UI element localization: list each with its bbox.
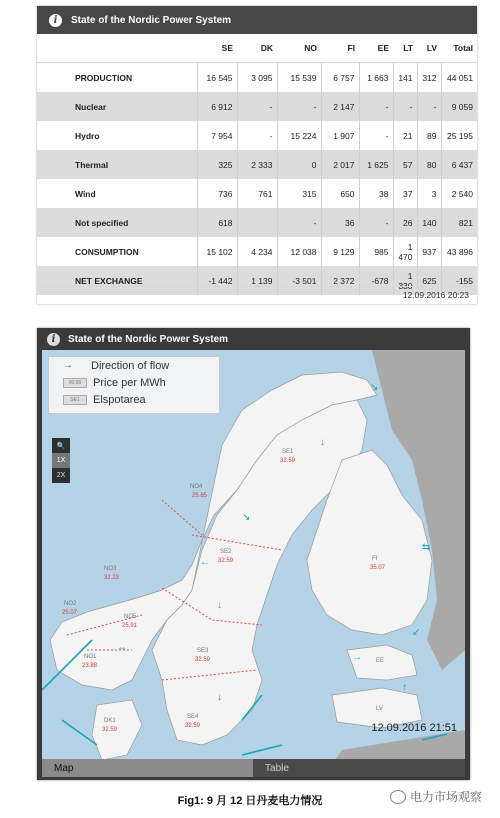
tab-table[interactable]: Table [253, 759, 465, 777]
table-row [37, 150, 477, 179]
flow-arrow-icon: ⇆ [422, 542, 431, 553]
table-cell: 38 [359, 179, 393, 208]
table-cell: 12 038 [277, 237, 321, 266]
table-cell: 2 017 [321, 150, 359, 179]
table-cell: - [237, 121, 277, 150]
flow-arrow-icon: ↓ [217, 692, 222, 703]
table-cell: -678 [359, 266, 393, 295]
area-code: NO5 [124, 614, 137, 620]
area-code: NO1 [84, 654, 97, 660]
col-header: NO [277, 34, 321, 63]
area-price: 25.07 [62, 610, 78, 616]
table-cell: 312 [417, 63, 441, 93]
nordic-table-panel [37, 6, 477, 304]
table-cell: 1 139 [237, 266, 277, 295]
table-row [37, 63, 477, 93]
col-header: EE [359, 34, 393, 63]
flow-arrow-icon: ↘ [370, 382, 379, 393]
row-label: NET EXCHANGE [37, 266, 197, 295]
table-cell: 2 147 [321, 92, 359, 121]
table-cell: - [417, 92, 441, 121]
flow-arrow-icon: ← [200, 557, 210, 568]
area-price: 32.59 [280, 458, 296, 464]
table-cell: 9 129 [321, 237, 359, 266]
flow-arrow-icon: ↘ [242, 512, 251, 523]
legend-price: 00.00 Price per MWh [49, 374, 219, 391]
table-cell: 140 [417, 208, 441, 237]
col-header: FI [321, 34, 359, 63]
table-panel-title: State of the Nordic Power System [71, 14, 232, 26]
area-code: NO4 [190, 484, 203, 490]
area-price: 32.59 [218, 558, 234, 564]
area-code: SE1 [282, 449, 294, 455]
table-cell: - [237, 92, 277, 121]
row-label: PRODUCTION [37, 63, 197, 93]
legend-area: SE1 Elspotarea [49, 391, 219, 408]
zone-border [162, 500, 202, 535]
map-panel-header [37, 328, 470, 350]
table-cell: 2 333 [237, 150, 277, 179]
zoom-icon[interactable]: 🔍 [56, 442, 66, 450]
table-cell: 25 195 [441, 121, 477, 150]
flow-arrow-icon: ↙ [412, 627, 421, 638]
table-cell: 3 [417, 179, 441, 208]
col-header [37, 34, 197, 63]
table-cell: 1 330 [393, 266, 417, 295]
area-price: 32.59 [195, 657, 211, 663]
table-cell: 43 896 [441, 237, 477, 266]
area-code: NO2 [64, 601, 77, 607]
table-cell: 26 [393, 208, 417, 237]
table-cell: 937 [417, 237, 441, 266]
col-header: LT [393, 34, 417, 63]
table-cell: 37 [393, 179, 417, 208]
table-cell: 36 [321, 208, 359, 237]
table-cell: 15 224 [277, 121, 321, 150]
flow-arrow-icon: ↓ [217, 600, 222, 611]
table-cell: 7 954 [197, 121, 237, 150]
area-price: 23.88 [82, 663, 98, 669]
info-icon[interactable]: i [47, 333, 60, 346]
nordic-power-table [37, 34, 477, 295]
table-cell: 80 [417, 150, 441, 179]
row-label: Not specified [37, 208, 197, 237]
area-code: FI [372, 556, 378, 562]
table-cell: 4 234 [237, 237, 277, 266]
table-cell: 15 539 [277, 63, 321, 93]
table-cell: 315 [277, 179, 321, 208]
table-cell: 1 625 [359, 150, 393, 179]
area-price: 32.59 [185, 723, 201, 729]
area-price: 35.07 [370, 565, 386, 571]
row-label: Thermal [37, 150, 197, 179]
table-cell [237, 208, 277, 237]
area-code: SE4 [187, 714, 199, 720]
area-price: 25.85 [192, 493, 208, 499]
table-row [37, 121, 477, 150]
col-header: DK [237, 34, 277, 63]
area-code: EE [376, 658, 385, 664]
table-cell: 736 [197, 179, 237, 208]
table-header-row [37, 34, 477, 63]
table-cell: 1 470 [393, 237, 417, 266]
table-row [37, 237, 477, 266]
zoom-control [52, 438, 70, 483]
table-cell: 625 [417, 266, 441, 295]
area-code: NO3 [104, 566, 117, 572]
table-cell: 3 095 [237, 63, 277, 93]
area-code: LV [376, 706, 383, 712]
table-cell: - [359, 92, 393, 121]
table-cell: 650 [321, 179, 359, 208]
table-footer-divider [37, 286, 477, 287]
flow-line [242, 745, 282, 755]
legend-flow: → Direction of flow [63, 359, 170, 372]
table-cell: 1 907 [321, 121, 359, 150]
table-cell: 21 [393, 121, 417, 150]
area-code: SE3 [197, 648, 209, 654]
brand-watermark [390, 788, 482, 805]
nordic-map[interactable] [42, 350, 465, 764]
table-cell: 6 912 [197, 92, 237, 121]
flow-arrow-icon: ↓ [320, 437, 325, 448]
col-header: SE [197, 34, 237, 63]
map-timestamp: 12.09.2016 21:51 [371, 722, 457, 734]
arrow-right-icon: → [63, 360, 73, 371]
view-tabs [42, 759, 465, 777]
table-cell: - [277, 92, 321, 121]
row-label: Nuclear [37, 92, 197, 121]
table-cell: 141 [393, 63, 417, 93]
area-code: SE2 [220, 549, 232, 555]
zoom-1x-button[interactable]: 1X [52, 453, 70, 468]
table-cell: 15 102 [197, 237, 237, 266]
table-row [37, 179, 477, 208]
flow-line [62, 720, 97, 745]
flow-arrow-icon: → [352, 652, 362, 663]
area-tag-icon: SE1 [63, 395, 87, 405]
table-cell: 0 [277, 150, 321, 179]
table-cell: 9 059 [441, 92, 477, 121]
nordic-map-panel [37, 328, 470, 780]
table-cell: 57 [393, 150, 417, 179]
area-price: 32.59 [102, 727, 118, 733]
row-label: Wind [37, 179, 197, 208]
brand-name: 电力市场观察 [409, 790, 482, 804]
table-cell: 1 663 [359, 63, 393, 93]
area-code: DK1 [104, 718, 116, 724]
row-label: CONSUMPTION [37, 237, 197, 266]
table-cell: 6 437 [441, 150, 477, 179]
table-cell: 89 [417, 121, 441, 150]
price-tag-icon: 00.00 [63, 378, 87, 388]
table-cell: - [359, 121, 393, 150]
table-cell: 821 [441, 208, 477, 237]
zoom-2x-button[interactable]: 2X [56, 472, 66, 479]
col-header: LV [417, 34, 441, 63]
table-cell: 6 757 [321, 63, 359, 93]
flow-arrow-icon: ↔ [117, 642, 127, 653]
table-cell: -3 501 [277, 266, 321, 295]
row-label: Hydro [37, 121, 197, 150]
area-price: 32.23 [104, 575, 120, 581]
info-icon[interactable]: i [49, 14, 62, 27]
table-cell: -1 442 [197, 266, 237, 295]
table-cell: 325 [197, 150, 237, 179]
map-legend [48, 356, 220, 414]
table-cell: - [277, 208, 321, 237]
table-cell: 618 [197, 208, 237, 237]
table-cell: - [393, 92, 417, 121]
table-cell: 761 [237, 179, 277, 208]
table-cell: 16 545 [197, 63, 237, 93]
figure-caption: Fig1: 9 月 12 日丹麦电力情况 [177, 795, 323, 807]
table-panel-header [37, 6, 477, 34]
col-header: Total [441, 34, 477, 63]
table-row [37, 92, 477, 121]
area-price: 25.91 [122, 623, 138, 629]
table-row [37, 208, 477, 237]
flow-arrow-icon: ↑ [402, 682, 407, 693]
table-cell: 985 [359, 237, 393, 266]
table-cell: 2 540 [441, 179, 477, 208]
table-cell: - [359, 208, 393, 237]
table-cell: 2 372 [321, 266, 359, 295]
wechat-icon: ◌ [390, 790, 406, 804]
table-cell: -155 [441, 266, 477, 295]
map-panel-title: State of the Nordic Power System [68, 333, 229, 345]
tab-map[interactable]: Map [42, 759, 253, 777]
table-timestamp: 12.09.2016 20:23 [402, 290, 469, 300]
table-cell: 44 051 [441, 63, 477, 93]
